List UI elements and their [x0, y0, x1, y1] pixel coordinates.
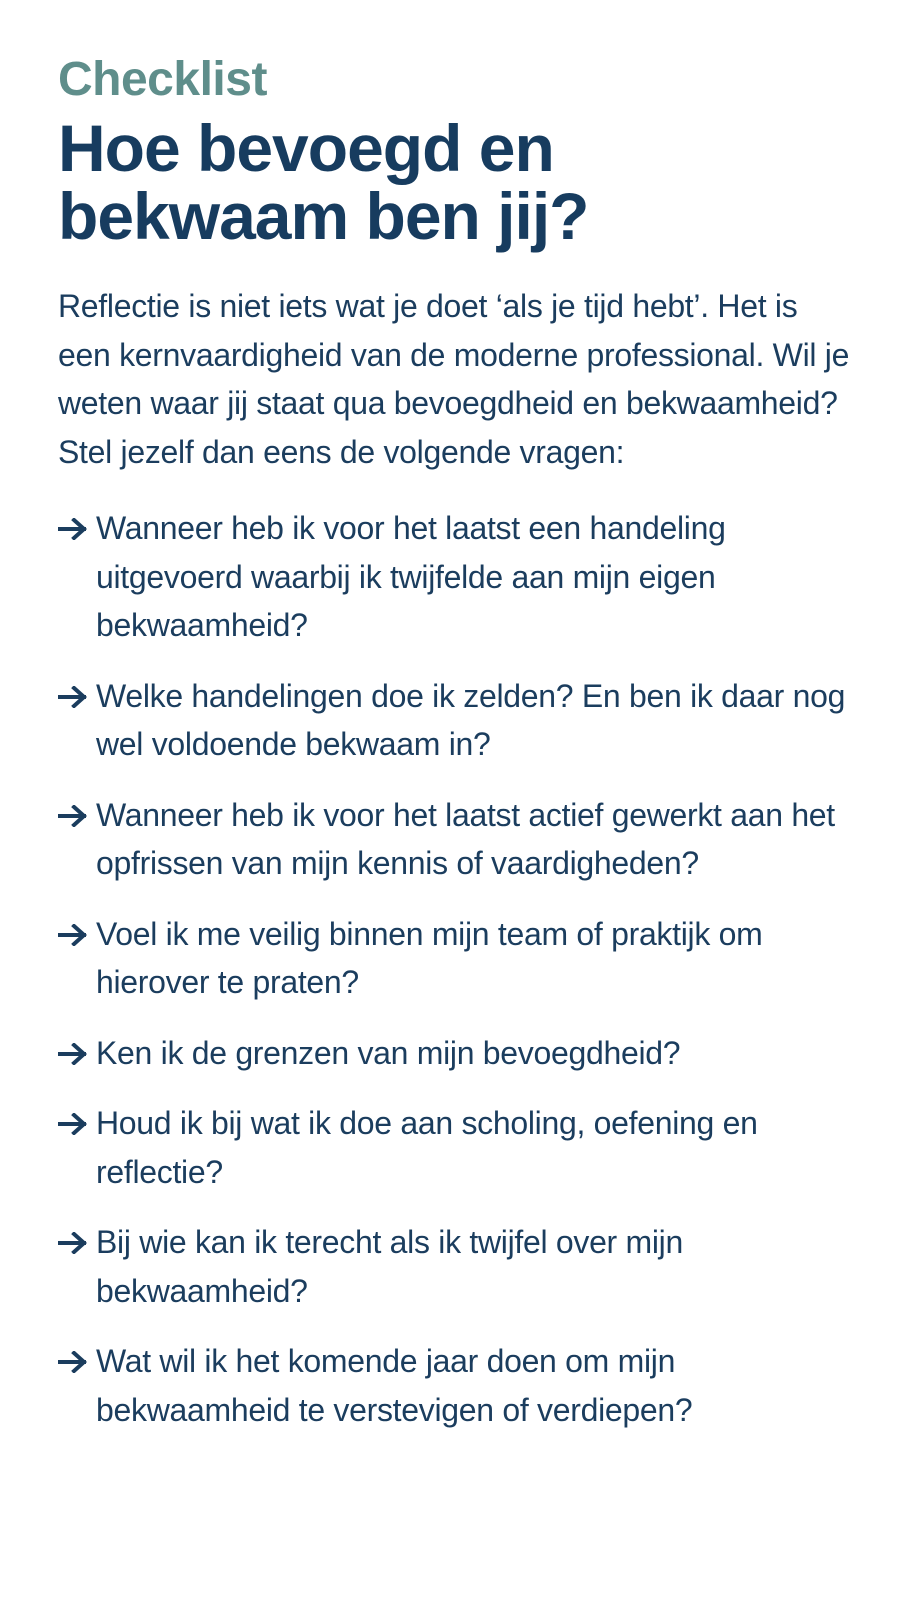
- page-title: Hoe bevoegd en bekwaam ben jij?: [58, 111, 589, 253]
- question-text: Houd ik bij wat ik doe aan scholing, oefening en reflectie?: [96, 1105, 758, 1190]
- question-list: [58, 504, 851, 1434]
- question-text: Wanneer heb ik voor het laatst actief gewerkt aan het opfrissen van mijn kennis of vaardigheden?: [96, 796, 835, 881]
- question-item: [58, 910, 856, 1007]
- question-item: [58, 791, 856, 888]
- question-text: Wanneer heb ik voor het laatst een handeling uitgevoerd waarbij ik twijfelde aan mijn eigen bekwaamheid?: [96, 510, 726, 643]
- question-text: Bij wie kan ik terecht als ik twijfel over mijn bekwaamheid?: [96, 1224, 683, 1309]
- eyebrow-label: Checklist: [58, 53, 267, 106]
- question-text: Ken ik de grenzen van mijn bevoegdheid?: [96, 1034, 681, 1071]
- arrow-right-icon: [58, 1351, 88, 1373]
- arrow-right-icon: [58, 805, 88, 827]
- question-item: [58, 1029, 856, 1078]
- intro-paragraph: Reflectie is niet iets wat je doet ‘als je tijd hebt’. Het is een kernvaardigheid van de moderne professional. Wil je weten waar jij staat qua bevoegdheid en bekwaamheid? Stel jezelf dan eens de volgende vragen:: [58, 288, 850, 470]
- arrow-right-icon: [58, 1043, 88, 1065]
- question-item: [58, 672, 856, 769]
- question-text: Welke handelingen doe ik zelden? En ben ik daar nog wel voldoende bekwaam in?: [96, 677, 846, 762]
- question-text: Wat wil ik het komende jaar doen om mijn bekwaamheid te verstevigen of verdiepen?: [96, 1343, 693, 1428]
- arrow-right-icon: [58, 924, 88, 946]
- question-item: [58, 1099, 856, 1196]
- question-item: [58, 1218, 856, 1315]
- question-text: Voel ik me veilig binnen mijn team of praktijk om hierover te praten?: [96, 915, 763, 1000]
- question-item: [58, 1337, 856, 1434]
- arrow-right-icon: [58, 1232, 88, 1254]
- arrow-right-icon: [58, 686, 88, 708]
- arrow-right-icon: [58, 518, 88, 540]
- question-item: [58, 504, 856, 650]
- arrow-right-icon: [58, 1113, 88, 1135]
